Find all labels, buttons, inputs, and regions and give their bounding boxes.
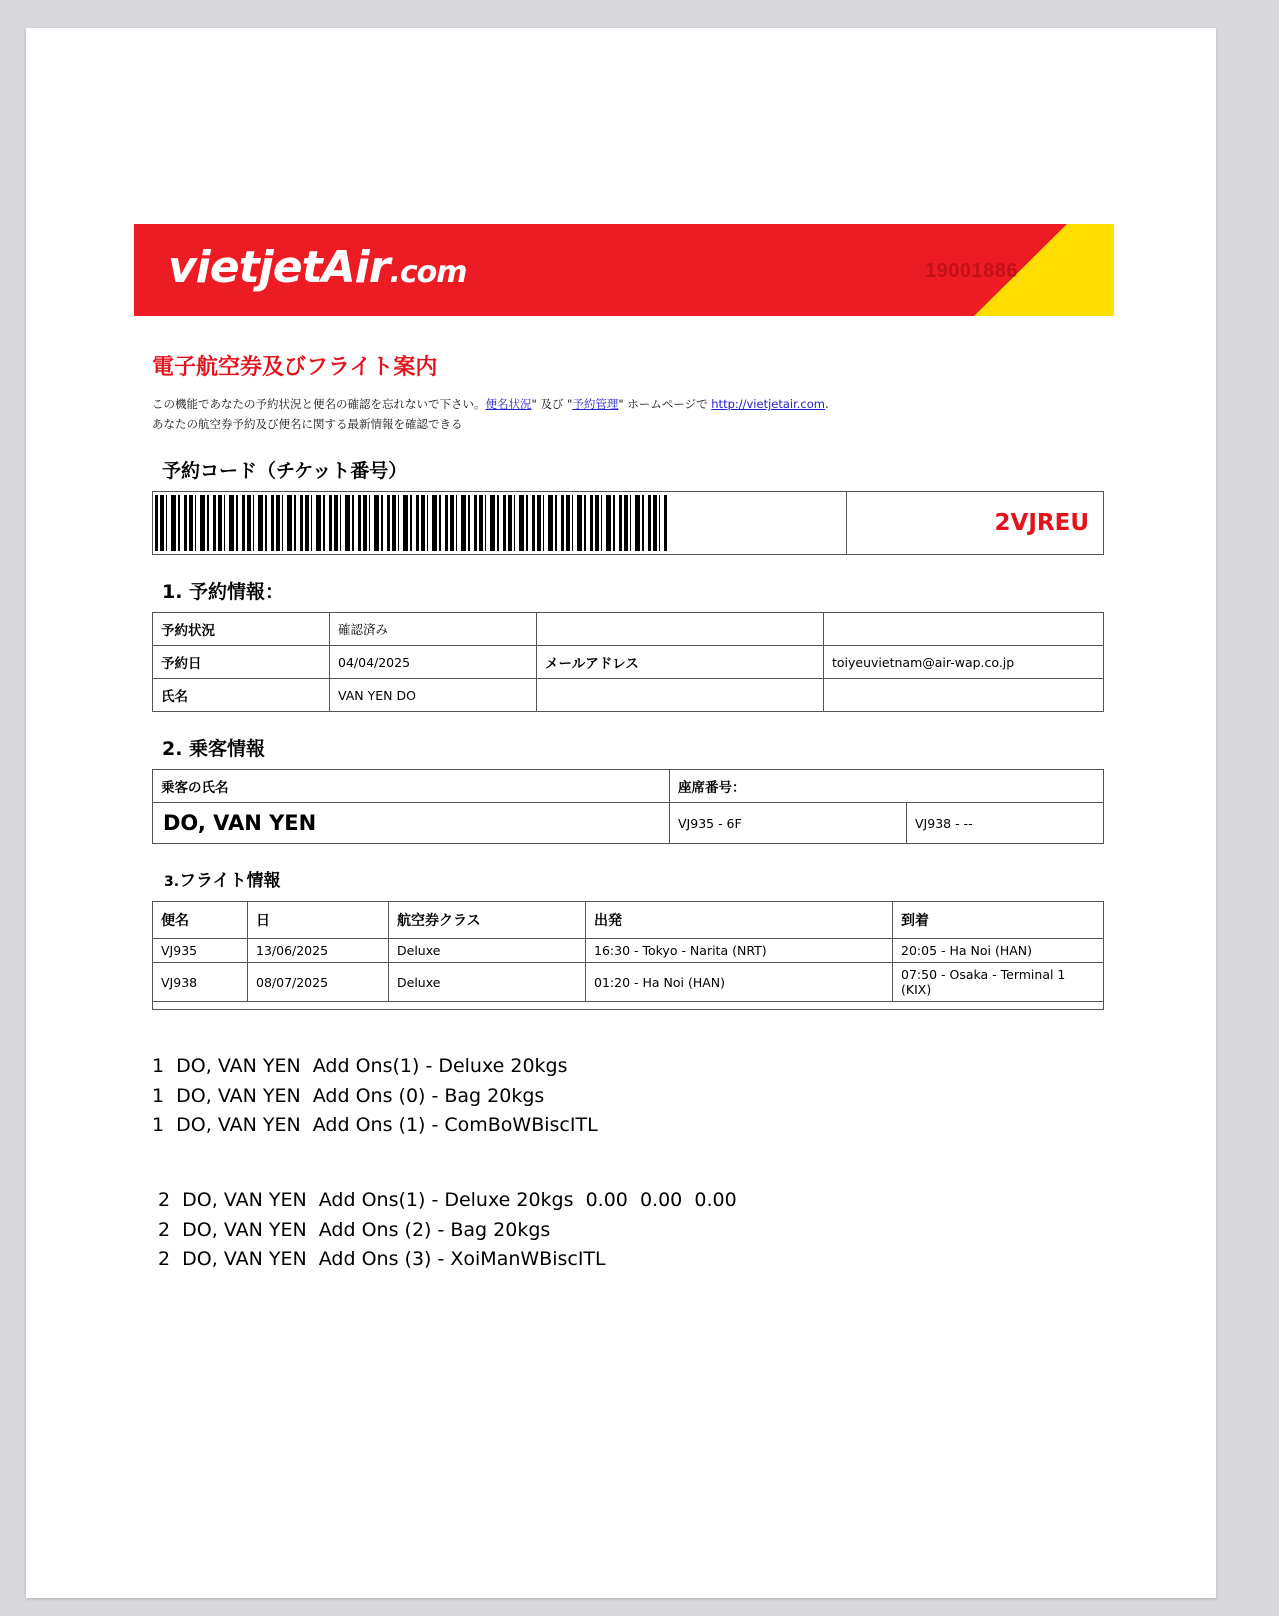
flight-table-footer-bar bbox=[152, 1002, 1104, 1010]
passenger-name-header: 乗客の氏名 bbox=[153, 770, 670, 803]
brand-header bbox=[134, 224, 1114, 316]
flight1-departure: 16:30 - Tokyo - Narita (NRT) bbox=[586, 939, 893, 963]
section2-heading: 2. 乗客情報 bbox=[162, 738, 266, 761]
flight1-arrival: 20:05 - Ha Noi (HAN) bbox=[893, 939, 1104, 963]
intro-text-a: この機能であなたの予約状況と便名の確認を忘れないで下さい。 bbox=[152, 397, 486, 411]
booking-code-heading: 予約コード（チケット番号） bbox=[162, 460, 408, 483]
addon-item: 1 DO, VAN YEN Add Ons (1) - ComBoWBiscITL bbox=[152, 1113, 598, 1136]
passenger-info-table bbox=[152, 769, 1104, 844]
addon-item: 2 DO, VAN YEN Add Ons(1) - Deluxe 20kgs 0.00 0.00 0.00 bbox=[158, 1189, 737, 1212]
booking-empty-label-2 bbox=[537, 679, 824, 712]
flight2-arrival: 07:50 - Osaka - Terminal 1 (KIX) bbox=[893, 963, 1104, 1002]
seat-number-header: 座席番号： bbox=[670, 770, 1104, 803]
booking-status-label: 予約状況 bbox=[153, 613, 330, 646]
intro-text-b: " 及び " bbox=[531, 397, 573, 411]
logo-text-air: Air bbox=[321, 242, 390, 293]
col-flight-number: 便名 bbox=[153, 902, 248, 939]
vietjet-logo bbox=[168, 242, 467, 293]
booking-empty-label-1 bbox=[537, 613, 824, 646]
col-date: 日 bbox=[248, 902, 389, 939]
passenger-name-value: DO, VAN YEN bbox=[153, 803, 670, 844]
table-row bbox=[153, 803, 1104, 844]
flight1-number: VJ935 bbox=[153, 939, 248, 963]
flight1-class: Deluxe bbox=[389, 939, 586, 963]
name-label: 氏名 bbox=[153, 679, 330, 712]
addon-item: 1 DO, VAN YEN Add Ons(1) - Deluxe 20kgs bbox=[152, 1055, 568, 1078]
col-arrival: 到着 bbox=[893, 902, 1104, 939]
addons-list bbox=[152, 1052, 1114, 1275]
flight-info-table bbox=[152, 901, 1104, 1002]
addon-item: 1 DO, VAN YEN Add Ons (0) - Bag 20kgs bbox=[152, 1084, 545, 1107]
section3-number: 3. bbox=[164, 874, 180, 891]
table-header-row bbox=[153, 902, 1104, 939]
section3-heading bbox=[164, 866, 1114, 891]
email-label: メールアドレス bbox=[537, 646, 824, 679]
logo-text-dotcom: .com bbox=[389, 255, 467, 290]
booking-empty-value-2 bbox=[824, 679, 1104, 712]
table-row bbox=[153, 939, 1104, 963]
page-title: 電子航空券及びフライト案内 bbox=[152, 355, 438, 380]
table-row bbox=[153, 646, 1104, 679]
col-departure: 出発 bbox=[586, 902, 893, 939]
section3-heading-text: フライト情報 bbox=[179, 871, 281, 892]
eticket-document bbox=[134, 224, 1114, 1275]
table-row bbox=[153, 613, 1104, 646]
addon-item: 2 DO, VAN YEN Add Ons (2) - Bag 20kgs bbox=[158, 1218, 551, 1241]
table-row bbox=[153, 679, 1104, 712]
booking-date-label: 予約日 bbox=[153, 646, 330, 679]
hotline-number: 19001886 bbox=[925, 260, 1018, 282]
booking-info-table bbox=[152, 612, 1104, 712]
table-row bbox=[153, 963, 1104, 1002]
seat-assignment-2: VJ938 - -- bbox=[907, 803, 1104, 844]
email-value: toiyeuvietnam@air-wap.co.jp bbox=[824, 646, 1104, 679]
table-row bbox=[153, 770, 1104, 803]
flight2-number: VJ938 bbox=[153, 963, 248, 1002]
manage-booking-link[interactable]: 予約管理 bbox=[572, 397, 619, 411]
flight2-departure: 01:20 - Ha Noi (HAN) bbox=[586, 963, 893, 1002]
barcode-icon bbox=[155, 495, 667, 551]
flight-status-link[interactable]: 便名状況 bbox=[485, 397, 532, 411]
intro-text-d: . bbox=[825, 397, 829, 411]
intro-paragraph bbox=[152, 395, 1114, 434]
booking-code-cell bbox=[847, 492, 1103, 554]
booking-code-row bbox=[152, 491, 1104, 555]
booking-status-value: 確認済み bbox=[330, 613, 537, 646]
seat-assignment-1: VJ935 - 6F bbox=[670, 803, 907, 844]
booking-empty-value-1 bbox=[824, 613, 1104, 646]
intro-text-c: " ホームページで bbox=[618, 397, 712, 411]
booking-date-value: 04/04/2025 bbox=[330, 646, 537, 679]
logo-text-primary: vietjet bbox=[168, 242, 322, 293]
addon-item: 2 DO, VAN YEN Add Ons (3) - XoiManWBiscITL bbox=[158, 1248, 606, 1271]
col-class: 航空券クラス bbox=[389, 902, 586, 939]
booking-code-value: 2VJREU bbox=[994, 510, 1089, 537]
flight2-class: Deluxe bbox=[389, 963, 586, 1002]
flight2-date: 08/07/2025 bbox=[248, 963, 389, 1002]
website-link[interactable]: http://vietjetair.com bbox=[711, 397, 825, 411]
flight1-date: 13/06/2025 bbox=[248, 939, 389, 963]
document-sheet bbox=[26, 28, 1216, 1598]
section1-heading: 1. 予約情報： bbox=[162, 581, 285, 604]
name-value: VAN YEN DO bbox=[330, 679, 537, 712]
intro-line-2: あなたの航空券予約及び便名に関する最新情報を確認できる bbox=[152, 416, 463, 431]
barcode-cell bbox=[153, 492, 847, 554]
